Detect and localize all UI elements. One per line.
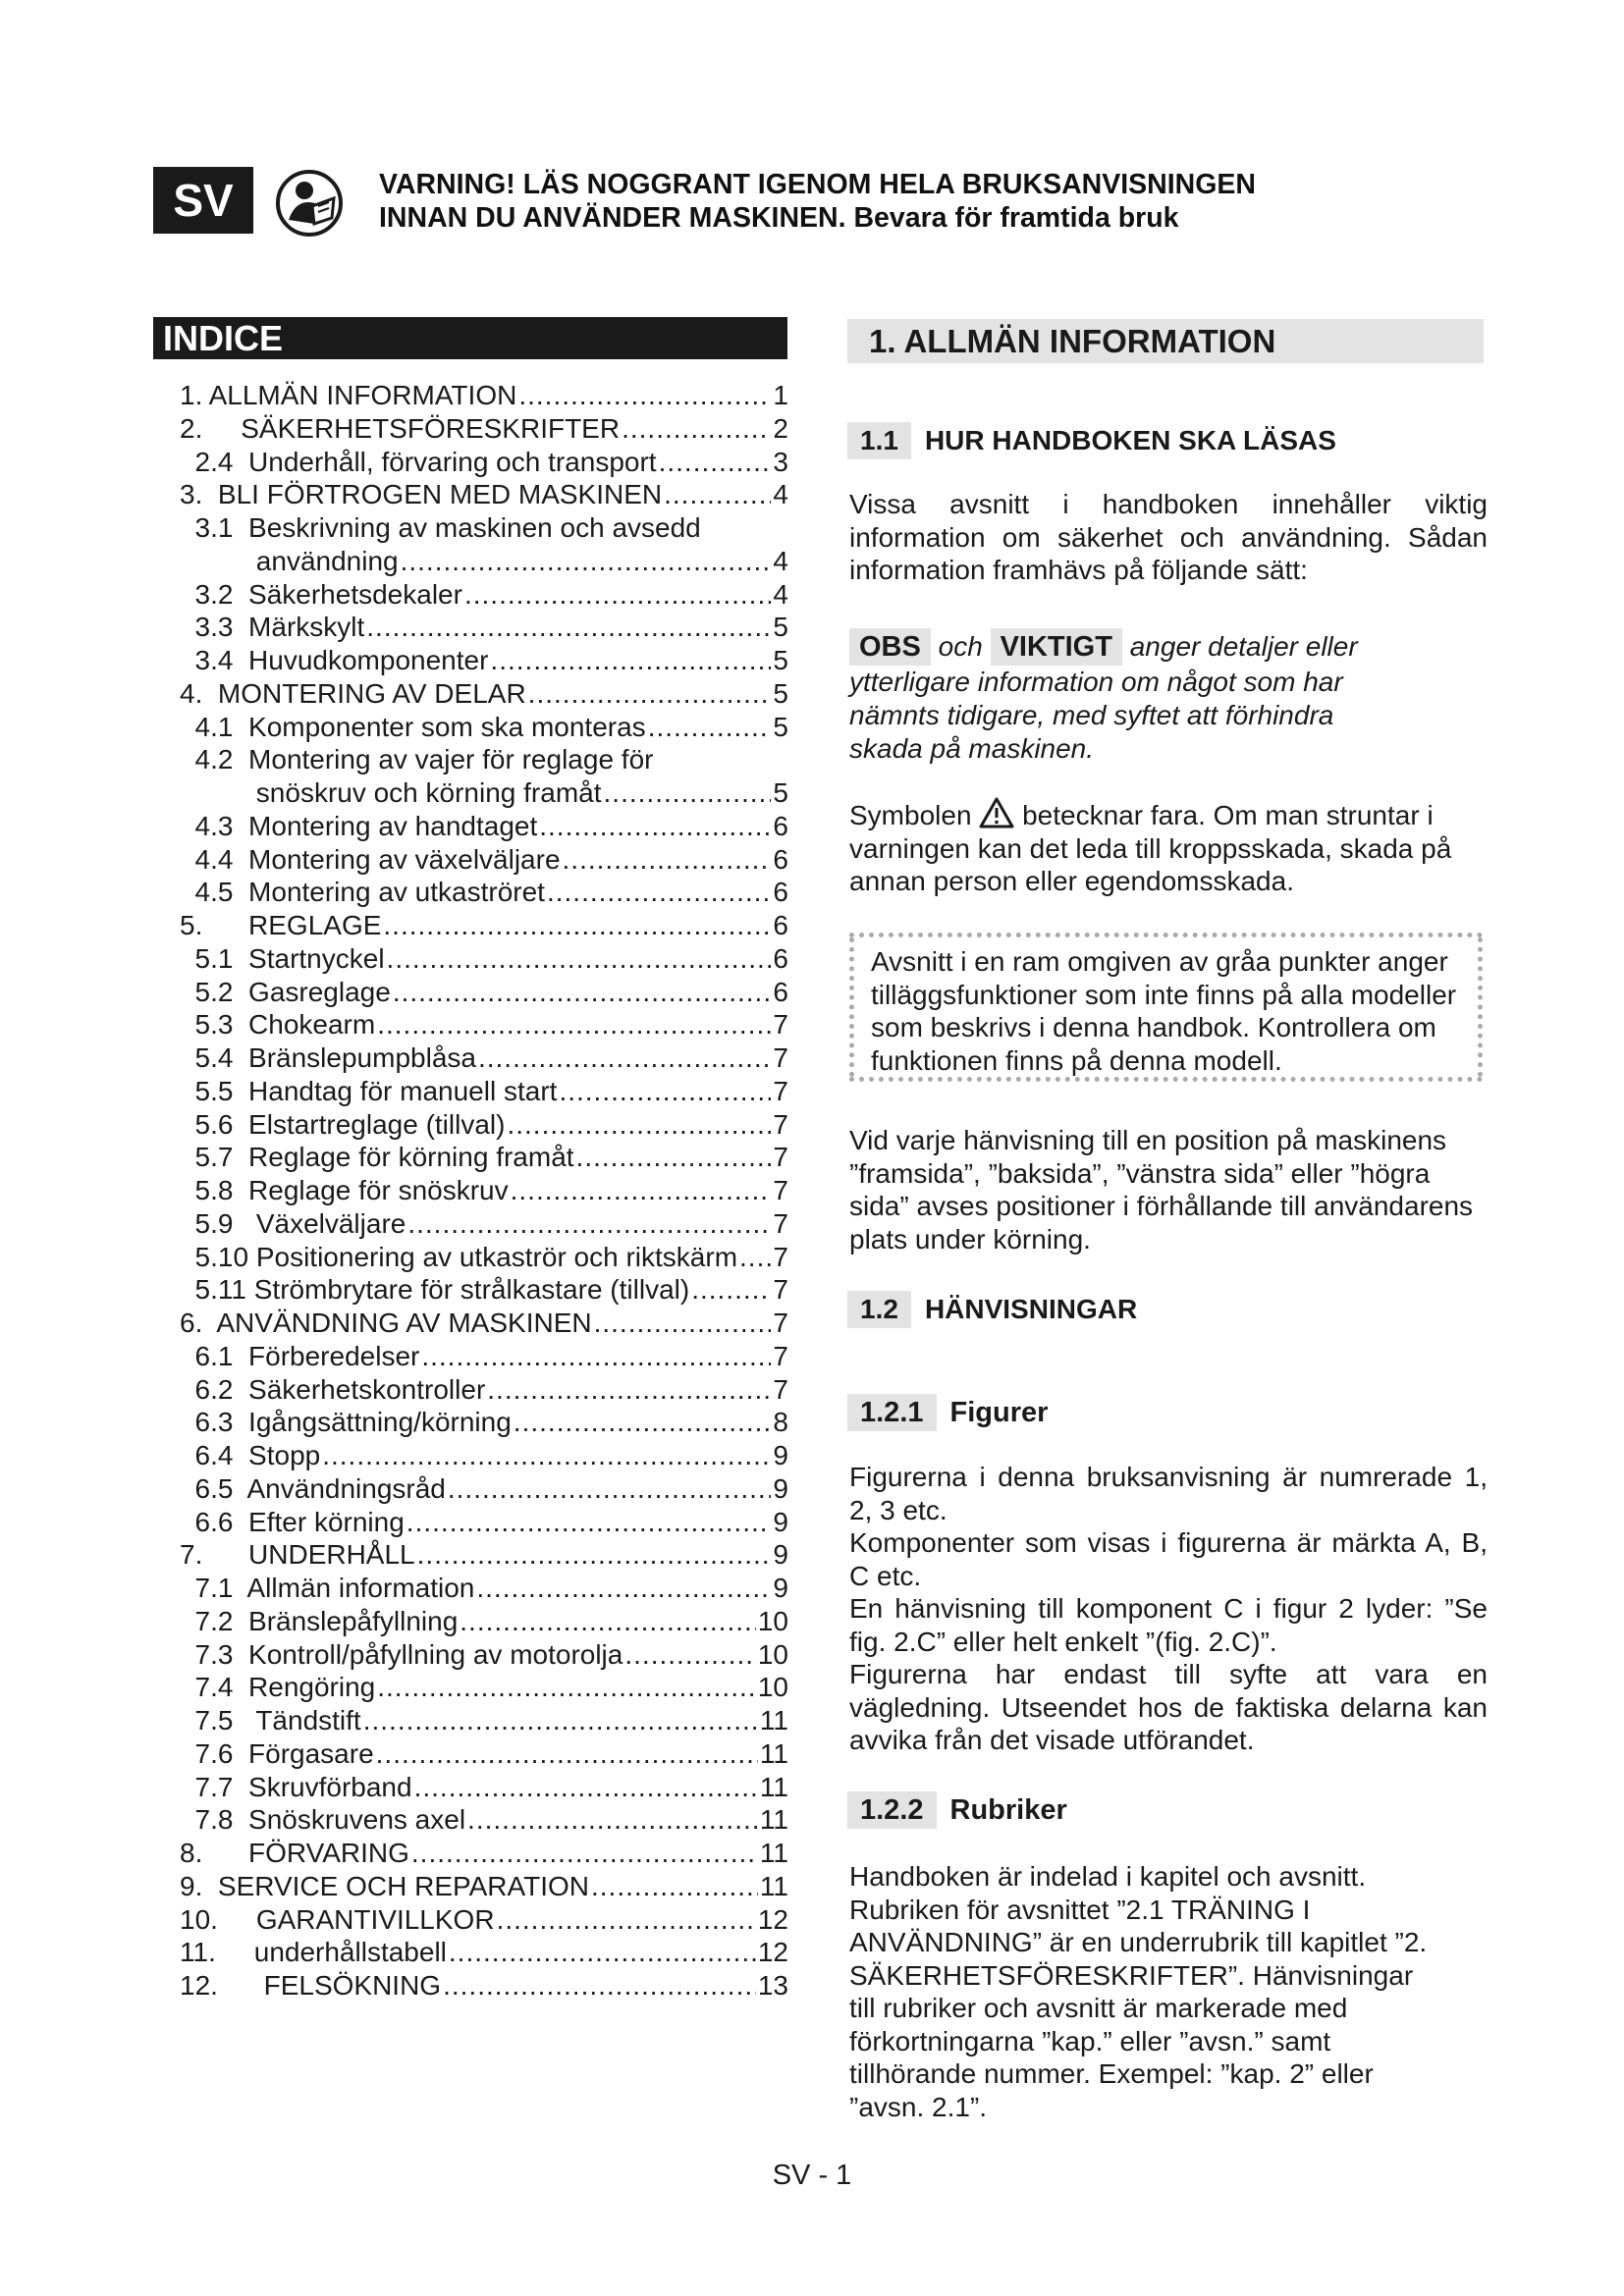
toc-entry-label: 2. SÄKERHETSFÖRESKRIFTER: [180, 412, 621, 444]
toc-entry: [180, 776, 788, 810]
toc-entry-page: 7: [773, 1042, 788, 1073]
toc-leader-dots: [476, 1572, 771, 1605]
toc-entry-page: 10: [757, 1605, 788, 1636]
toc-entry: [180, 942, 788, 976]
toc-entry-label: 6.6 Efter körning: [180, 1506, 405, 1537]
toc-entry-label: 6.1 Förberedelser: [180, 1340, 420, 1371]
toc-leader-dots: [363, 1704, 758, 1737]
toc-entry-page: 6: [773, 942, 788, 974]
toc-entry-label: 8. FÖRVARING: [180, 1838, 409, 1868]
toc-leader-dots: [490, 644, 771, 677]
toc-entry: [180, 1041, 788, 1075]
toc-entry-label: 5.10 Positionering av utkaströr och riktskärm: [180, 1241, 738, 1272]
toc-entry-page: 12: [757, 1903, 788, 1935]
toc-leader-dots: [507, 1108, 771, 1142]
toc-entry: [180, 446, 788, 479]
toc-leader-dots: [659, 446, 772, 479]
toc-entry: [180, 1241, 788, 1274]
toc-entry-label: 5.1 Startnyckel: [180, 942, 385, 974]
toc-leader-dots: [487, 1373, 771, 1407]
subsection-number: 1.2.2: [847, 1791, 937, 1829]
toc-entry: [180, 1737, 788, 1771]
toc-title: INDICE: [153, 317, 787, 359]
toc-entry-label: 3.2 Säkerhetsdekaler: [180, 578, 462, 610]
toc-entry: [180, 1273, 788, 1307]
warning-heading: [379, 168, 1361, 235]
toc-entry-page: 9: [773, 1472, 788, 1504]
toc-entry-page: 7: [773, 1075, 788, 1106]
table-of-contents: [180, 379, 788, 2002]
page-number: SV - 1: [772, 2160, 852, 2191]
toc-entry-label: 4.4 Montering av växelväljare: [180, 843, 561, 875]
optional-features-box: [849, 933, 1483, 1082]
toc-leader-dots: [594, 1307, 772, 1340]
optional-features-text: Avsnitt i en ram omgiven av gråa punkter anger tilläggsfunktioner som inte finns på alla modeller som beskrivs i denna handbok. Kontrollera om funktionen finns på denna modell.: [871, 946, 1457, 1076]
toc-leader-dots: [443, 1969, 756, 2002]
toc-entry-page: 5: [773, 711, 788, 742]
toc-leader-dots: [467, 1803, 758, 1837]
toc-leader-dots: [387, 942, 772, 976]
och-text: och: [938, 631, 983, 662]
toc-entry-page: 6: [773, 910, 788, 940]
toc-entry: [180, 1605, 788, 1638]
subsection-title: Figurer: [949, 1396, 1049, 1428]
section-title: 1. ALLMÄN INFORMATION: [847, 319, 1484, 363]
toc-leader-dots: [576, 1141, 772, 1174]
language-badge: SV: [153, 167, 253, 234]
intro-paragraph: Vissa avsnitt i handboken innehåller viktig information om säkerhet och användning. Sådan information framhävs på följande sätt:: [849, 489, 1488, 585]
toc-entry-page: 5: [773, 677, 788, 709]
toc-entry-page: 9: [773, 1539, 788, 1571]
toc-entry-page: 9: [773, 1573, 788, 1603]
toc-entry-label: 5.2 Gasreglage: [180, 976, 391, 1007]
viktigt-tag: VIKTIGT: [991, 628, 1122, 666]
toc-leader-dots: [448, 1472, 772, 1506]
toc-entry-page: 11: [759, 1771, 788, 1802]
toc-entry-label: 7.7 Skruvförband: [180, 1771, 412, 1802]
toc-entry: [180, 1174, 788, 1207]
toc-entry: [180, 611, 788, 644]
toc-leader-dots: [497, 1903, 756, 1937]
toc-entry: [180, 1936, 788, 1969]
toc-entry: [180, 644, 788, 677]
toc-entry: [180, 1506, 788, 1539]
toc-leader-dots: [414, 1771, 758, 1804]
toc-entry-page: 9: [773, 1440, 788, 1470]
toc-entry: [180, 1406, 788, 1439]
note-text: anger detaljer eller ytterligare information om något som har nämnts tidigare, med syftet att förhindra skada på maskinen.: [849, 631, 1358, 764]
toc-leader-dots: [539, 810, 771, 843]
toc-entry-label: 7.3 Kontroll/påfyllning av motorolja: [180, 1638, 623, 1670]
toc-entry-page: 13: [757, 1970, 788, 2001]
toc-entry: [180, 1538, 788, 1572]
toc-entry-page: 3: [773, 446, 788, 477]
toc-entry: [180, 1870, 788, 1903]
toc-leader-dots: [377, 1671, 756, 1704]
toc-entry-label: 5.7 Reglage för körning framåt: [180, 1142, 574, 1173]
figurer-para-3: En hänvisning till komponent C i figur 2 lyder: ”Se fig. 2.C” eller helt enkelt ”(fig. 2.C)”.: [849, 1593, 1488, 1657]
figurer-text: [849, 1461, 1488, 1757]
danger-symbol-paragraph: [849, 797, 1488, 898]
toc-entry: [180, 843, 788, 877]
toc-entry: [180, 1671, 788, 1704]
toc-entry: [180, 578, 788, 612]
toc-entry: [180, 1903, 788, 1937]
toc-entry-label: 7. UNDERHÅLL: [180, 1539, 415, 1571]
toc-leader-dots: [739, 1241, 771, 1274]
toc-entry-page: 6: [773, 877, 788, 908]
toc-entry: [180, 1108, 788, 1142]
toc-entry: [180, 909, 788, 942]
toc-entry-label: 4.2 Montering av vajer för reglage för: [180, 744, 654, 775]
toc-entry-page: 7: [773, 1142, 788, 1173]
read-manual-icon: [275, 169, 344, 238]
toc-entry-page: 10: [757, 1638, 788, 1670]
toc-leader-dots: [563, 843, 772, 877]
toc-entry-page: 7: [773, 1308, 788, 1338]
toc-entry-label: 5. REGLAGE: [180, 910, 382, 940]
toc-entry-page: 11: [759, 1838, 788, 1868]
toc-entry-page: 7: [773, 1175, 788, 1205]
toc-entry-page: 2: [773, 412, 788, 444]
toc-entry-page: 5: [773, 612, 788, 643]
toc-entry: [180, 1439, 788, 1472]
toc-entry: [180, 1373, 788, 1407]
toc-entry-label: 12. FELSÖKNING: [180, 1970, 442, 2001]
toc-leader-dots: [401, 545, 772, 578]
toc-entry-label: 7.5 Tändstift: [180, 1705, 361, 1735]
toc-entry-page: 11: [759, 1737, 788, 1769]
toc-entry: [180, 1969, 788, 2002]
toc-entry-label: 1. ALLMÄN INFORMATION: [180, 380, 517, 410]
toc-leader-dots: [518, 379, 771, 412]
toc-entry: [180, 1572, 788, 1605]
toc-entry: [180, 743, 788, 776]
toc-leader-dots: [648, 711, 772, 744]
toc-entry-label: 4.5 Montering av utkaströret: [180, 877, 545, 908]
toc-entry: [180, 1307, 788, 1340]
toc-leader-dots: [691, 1273, 771, 1307]
toc-leader-dots: [366, 611, 771, 644]
toc-leader-dots: [547, 876, 771, 909]
toc-entry-label: 7.4 Rengöring: [180, 1672, 376, 1703]
toc-entry-label: 3.4 Huvudkomponenter: [180, 645, 489, 675]
symbol-text-post: betecknar fara. Om man struntar i varningen kan det leda till kroppsskada, skada på annan person eller egendomsskada.: [849, 800, 1452, 896]
toc-entry-page: 4: [773, 479, 788, 510]
subsection-1-2-1-heading: [847, 1394, 1048, 1431]
symbol-text-pre: Symbolen: [849, 800, 972, 830]
toc-entry-page: 6: [773, 843, 788, 875]
rubriker-paragraph: Handboken är indelad i kapitel och avsnitt. Rubriken för avsnittet ”2.1 TRÄNING I ANVÄNDNING” är en underrubrik till kapitlet ”2. SÄKERHETSFÖRESKRIFTER”. Hänvisningar till rubriker och avsnitt är markerade med förkortningarna ”kap.” eller ”avsn.” samt tillhörande nummer. Exempel: ”kap. 2” eller ”avsn. 2.1”.: [849, 1861, 1428, 2122]
toc-entry-label: 6.5 Användningsråd: [180, 1472, 446, 1504]
toc-entry-label: 6.2 Säkerhetskontroller: [180, 1373, 486, 1405]
toc-entry: [180, 677, 788, 711]
warning-line-1: VARNING! LÄS NOGGRANT IGENOM HELA BRUKSANVISNINGEN: [379, 169, 1257, 200]
subsection-number: 1.1: [847, 422, 911, 459]
toc-entry: [180, 1008, 788, 1041]
subsection-title: Rubriker: [949, 1793, 1067, 1826]
toc-leader-dots: [622, 412, 771, 446]
toc-entry: [180, 1207, 788, 1241]
toc-entry-page: 10: [757, 1672, 788, 1703]
toc-entry-page: 7: [773, 1108, 788, 1140]
toc-entry: [180, 1638, 788, 1672]
toc-entry-page: 7: [773, 1274, 788, 1306]
toc-entry-page: 4: [773, 578, 788, 610]
toc-entry-page: 7: [773, 1340, 788, 1371]
toc-entry-page: 11: [759, 1705, 788, 1735]
toc-entry-label: 5.11 Strömbrytare för strålkastare (tillval): [180, 1274, 690, 1306]
toc-entry-label: 5.9 Växelväljare: [180, 1207, 406, 1239]
toc-entry: [180, 711, 788, 744]
toc-entry-page: 4: [773, 545, 788, 576]
toc-entry-page: 11: [759, 1870, 788, 1901]
figurer-para-2: Komponenter som visas i figurerna är märkta A, B, C etc.: [849, 1527, 1488, 1591]
subsection-1-2-2-heading: [847, 1791, 1067, 1829]
toc-entry-page: 8: [773, 1407, 788, 1438]
toc-entry: [180, 1075, 788, 1108]
toc-entry: [180, 545, 788, 578]
toc-entry-page: 11: [759, 1804, 788, 1836]
toc-entry-label: 5.3 Chokearm: [180, 1009, 376, 1041]
toc-entry-label: 5.6 Elstartreglage (tillval): [180, 1108, 506, 1140]
toc-leader-dots: [514, 1406, 772, 1439]
toc-entry-label: 7.6 Förgasare: [180, 1737, 374, 1769]
subsection-title: HUR HANDBOKEN SKA LÄSAS: [924, 425, 1336, 455]
toc-entry-page: 9: [773, 1506, 788, 1537]
toc-entry: [180, 1340, 788, 1373]
toc-entry-label: 7.2 Bränslepåfyllning: [180, 1605, 459, 1636]
subsection-number: 1.2.1: [847, 1394, 937, 1431]
toc-entry-label: användning: [180, 545, 399, 576]
toc-entry-label: 5.5 Handtag för manuell start: [180, 1075, 558, 1106]
toc-entry-label: 3.1 Beskrivning av maskinen och avsedd: [180, 512, 701, 543]
subsection-number: 1.2: [847, 1291, 911, 1328]
toc-leader-dots: [511, 1174, 772, 1207]
toc-entry-label: 10. GARANTIVILLKOR: [180, 1903, 495, 1935]
toc-entry: [180, 1803, 788, 1837]
toc-leader-dots: [464, 578, 771, 612]
toc-leader-dots: [407, 1207, 771, 1241]
warning-line-2: INNAN DU ANVÄNDER MASKINEN. Bevara för framtida bruk: [379, 202, 1179, 234]
toc-leader-dots: [383, 909, 771, 942]
toc-entry: [180, 876, 788, 909]
toc-leader-dots: [377, 1008, 771, 1041]
toc-entry-page: 5: [773, 777, 788, 808]
toc-entry: [180, 511, 788, 545]
toc-entry: [180, 1837, 788, 1870]
toc-entry-label: 6.3 Igångsättning/körning: [180, 1407, 512, 1438]
toc-entry-page: 7: [773, 1241, 788, 1272]
toc-entry-page: 7: [773, 1207, 788, 1239]
toc-entry: [180, 1771, 788, 1804]
toc-leader-dots: [591, 1870, 758, 1903]
toc-entry: [180, 412, 788, 446]
toc-leader-dots: [478, 1041, 771, 1075]
toc-leader-dots: [449, 1936, 756, 1969]
toc-leader-dots: [624, 1638, 755, 1672]
toc-entry: [180, 379, 788, 412]
toc-entry-label: 2.4 Underhåll, förvaring och transport: [180, 446, 657, 477]
toc-entry: [180, 1141, 788, 1174]
subsection-title: HÄNVISNINGAR: [924, 1294, 1138, 1324]
toc-entry-label: 4.3 Montering av handtaget: [180, 810, 538, 841]
warning-triangle-icon: [979, 797, 1014, 828]
toc-entry-label: 3.3 Märkskylt: [180, 612, 365, 643]
toc-entry-label: 7.8 Snöskruvens axel: [180, 1804, 466, 1836]
toc-entry: [180, 478, 788, 511]
toc-entry-page: 7: [773, 1009, 788, 1041]
position-paragraph: Vid varje hänvisning till en position på maskinens ”framsida”, ”baksida”, ”vänstra sida” eller ”högra sida” avses positioner i förhållande till användarens plats under körning.: [849, 1125, 1474, 1255]
toc-entry-label: 9. SERVICE OCH REPARATION: [180, 1870, 589, 1901]
toc-leader-dots: [460, 1605, 756, 1638]
toc-leader-dots: [393, 976, 772, 1009]
figurer-para-4: Figurerna har endast till syfte att vara en vägledning. Utseendet hos de faktiska delarna kan avvika från det visade utförandet.: [849, 1659, 1488, 1755]
toc-entry: [180, 810, 788, 843]
toc-entry-label: 5.4 Bränslepumpblåsa: [180, 1042, 476, 1073]
toc-leader-dots: [528, 677, 772, 711]
subsection-1-1-heading: [847, 422, 1336, 459]
toc-entry-page: 6: [773, 810, 788, 841]
toc-entry-label: 4. MONTERING AV DELAR: [180, 677, 526, 709]
subsection-1-2-heading: [847, 1291, 1137, 1328]
toc-leader-dots: [559, 1075, 771, 1108]
toc-entry-page: 12: [757, 1937, 788, 1968]
toc-leader-dots: [421, 1340, 771, 1373]
toc-entry: [180, 976, 788, 1009]
obs-tag: OBS: [849, 628, 931, 666]
toc-leader-dots: [604, 776, 772, 810]
toc-entry-label: 11. underhållstabell: [180, 1937, 447, 1968]
toc-entry-label: 6. ANVÄNDNING AV MASKINEN: [180, 1308, 592, 1338]
toc-entry-page: 7: [773, 1373, 788, 1405]
toc-entry-page: 6: [773, 976, 788, 1007]
toc-entry-label: 4.1 Komponenter som ska monteras: [180, 711, 646, 742]
toc-entry-label: 5.8 Reglage för snöskruv: [180, 1175, 509, 1205]
toc-entry-label: 6.4 Stopp: [180, 1440, 321, 1470]
toc-leader-dots: [322, 1439, 771, 1472]
toc-entry-page: 5: [773, 645, 788, 675]
toc-leader-dots: [664, 478, 771, 511]
toc-leader-dots: [411, 1837, 758, 1870]
toc-entry: [180, 1472, 788, 1506]
toc-entry-label: snöskruv och körning framåt: [180, 777, 602, 808]
toc-entry: [180, 1704, 788, 1737]
obs-viktigt-note: [849, 628, 1399, 766]
toc-leader-dots: [376, 1737, 758, 1771]
toc-leader-dots: [406, 1506, 772, 1539]
toc-leader-dots: [417, 1538, 772, 1572]
toc-entry-label: 3. BLI FÖRTROGEN MED MASKINEN: [180, 479, 663, 510]
toc-entry-label: 7.1 Allmän information: [180, 1573, 475, 1603]
toc-entry-page: 1: [773, 380, 788, 410]
figurer-para-1: Figurerna i denna bruksanvisning är numrerade 1, 2, 3 etc.: [849, 1462, 1488, 1525]
